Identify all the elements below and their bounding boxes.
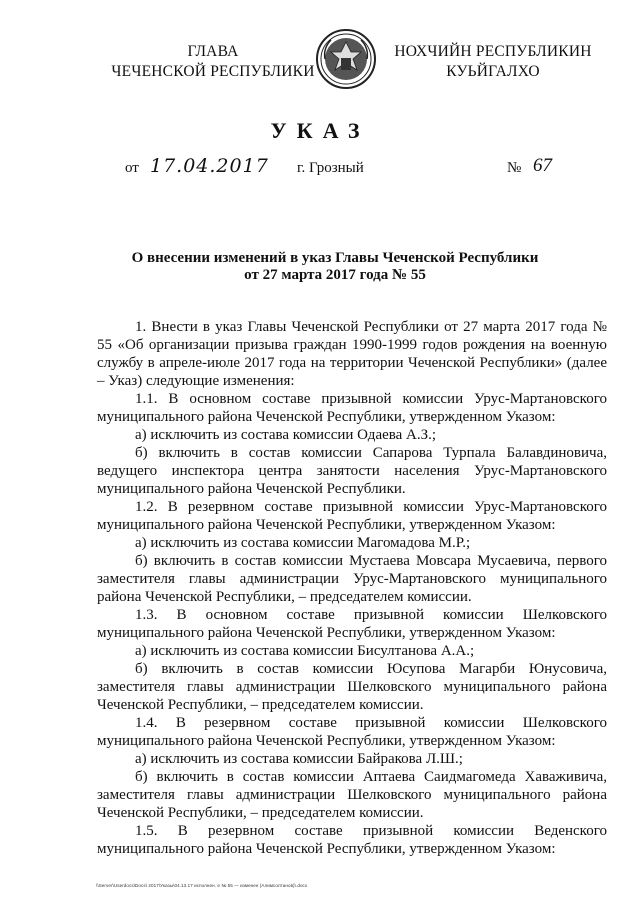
header-left-line2: ЧЕЧЕНСКОЙ РЕСПУБЛИКИ [111, 63, 315, 80]
date-prefix: от [125, 160, 139, 176]
paragraph: б) включить в состав комиссии Мустаева Мовсара Мусаевича, первого заместителя главы администрации Урус-Мартановского муниципального района Чеченской Республики, – председателем комиссии. [97, 553, 607, 605]
document-number: 67 [533, 155, 552, 176]
header-right-line1: НОХЧИЙН РЕСПУБЛИКИН [394, 43, 592, 60]
document-date: 17.04.2017 [150, 155, 269, 177]
header-right-line2: КУЬЙГАЛХО [446, 63, 540, 80]
document-subject [100, 250, 570, 284]
subject-line2: от 27 марта 2017 года № 55 [244, 267, 426, 283]
paragraph: 1. Внести в указ Главы Чеченской Республики от 27 марта 2017 года № 55 «Об организации призыва граждан 1990-1999 годов рождения на военную службу в апреле-июле 2017 года на территории Чеченской Республики» (далее – Указ) следующие изменения: [97, 319, 607, 389]
header-left-line1: ГЛАВА [187, 43, 239, 60]
number-prefix: № [507, 160, 522, 176]
file-path-footer: \\Server\Userdocs\Docs\ 2017\Указы\04.13.17 исполнен. е № 55 — изменен (Алимсолтанов)\.docx [96, 883, 308, 888]
paragraph: б) включить в состав комиссии Аптаева Саидмагомеда Хаваживича, заместителя главы администрации Шелковского муниципального района Чеченской Республики, – председателем комиссии. [97, 769, 607, 821]
coat-of-arms-icon [315, 28, 377, 90]
paragraph: 1.1. В основном составе призывной комиссии Урус-Мартановского муниципального района Чеченской Республики, утвержденном Указом: [97, 391, 607, 425]
paragraph: а) исключить из состава комиссии Байракова Л.Ш.; [135, 751, 463, 767]
paragraph: 1.5. В резервном составе призывной комиссии Веденского муниципального района Чеченской Республики, утвержденном Указом: [97, 823, 607, 857]
header-left [108, 42, 318, 82]
header-right [388, 42, 598, 82]
paragraph: 1.2. В резервном составе призывной комиссии Урус-Мартановского муниципального района Чеченской Республики, утвержденном Указом: [97, 499, 607, 533]
document-city: г. Грозный [297, 160, 364, 176]
paragraph: б) включить в состав комиссии Юсупова Магарби Юнусовича, заместителя главы администрации Шелковского муниципального района Чеченской Республики, – председателем комиссии. [97, 661, 607, 713]
paragraph: 1.4. В резервном составе призывной комиссии Шелковского муниципального района Чеченской Республики, утвержденном Указом: [97, 715, 607, 749]
paragraph: 1.3. В основном составе призывной комиссии Шелковского муниципального района Чеченской Республики, утвержденном Указом: [97, 607, 607, 641]
paragraph: а) исключить из состава комиссии Одаева А.З.; [135, 427, 437, 443]
paragraph: б) включить в состав комиссии Сапарова Турпала Балавдиновича, ведущего инспектора центра занятости населения Урус-Мартановского муниципального района Чеченской Республики. [97, 445, 607, 497]
paragraph: а) исключить из состава комиссии Магомадова М.Р.; [135, 535, 471, 551]
document-body [97, 318, 607, 858]
subject-line1: О внесении изменений в указ Главы Чеченской Республики [131, 250, 539, 266]
paragraph: а) исключить из состава комиссии Бисултанова А.А.; [135, 643, 475, 659]
document-title: УКАЗ [270, 118, 370, 143]
